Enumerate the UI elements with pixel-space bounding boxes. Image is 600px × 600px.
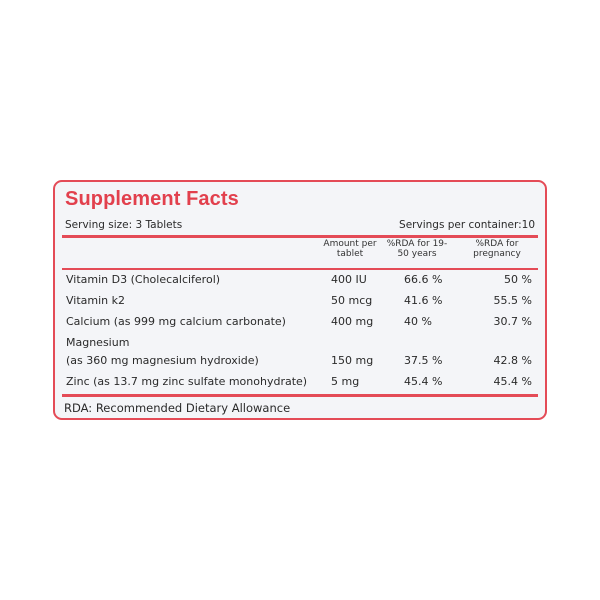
nutrient-amount: 400 mg — [331, 315, 374, 328]
column-header-rda-pregnancy: %RDA for pregnancy — [473, 239, 521, 259]
column-header-rda-adults: %RDA for 19-50 years — [386, 239, 448, 259]
nutrient-rda-adults: 40 % — [404, 315, 432, 328]
nutrient-amount: 50 mcg — [331, 294, 373, 307]
table-row — [55, 273, 545, 291]
nutrient-rda-adults: 37.5 % — [404, 354, 443, 367]
nutrient-rda-pregnancy: 55.5 % — [493, 294, 532, 307]
nutrient-name: Calcium (as 999 mg calcium carbonate) — [66, 315, 286, 328]
rda-footnote: RDA: Recommended Dietary Allowance — [64, 401, 291, 415]
label-title: Supplement Facts — [65, 188, 239, 210]
servings-per-container: Servings per container:10 — [399, 219, 535, 231]
nutrient-name: Magnesium — [66, 336, 130, 349]
nutrient-amount: 5 mg — [331, 375, 360, 388]
table-row — [55, 336, 545, 354]
table-row — [55, 354, 545, 372]
serving-info — [65, 219, 535, 233]
divider-bottom — [62, 394, 538, 397]
nutrient-rda-pregnancy: 42.8 % — [493, 354, 532, 367]
nutrient-rda-pregnancy: 45.4 % — [493, 375, 532, 388]
nutrient-name: Vitamin k2 — [66, 294, 126, 307]
column-header-amount: Amount per tablet — [323, 239, 377, 259]
nutrient-name: Vitamin D3 (Cholecalciferol) — [66, 273, 221, 286]
nutrient-name: (as 360 mg magnesium hydroxide) — [66, 354, 259, 367]
nutrient-rda-pregnancy: 30.7 % — [493, 315, 532, 328]
serving-size: Serving size: 3 Tablets — [65, 219, 183, 231]
table-row — [55, 375, 545, 393]
divider-header — [62, 268, 538, 270]
nutrient-name: Zinc (as 13.7 mg zinc sulfate monohydrate) — [66, 375, 308, 388]
nutrient-rda-adults: 66.6 % — [404, 273, 443, 286]
nutrient-amount: 150 mg — [331, 354, 374, 367]
nutrient-rda-adults: 45.4 % — [404, 375, 443, 388]
nutrient-amount: 400 IU — [331, 273, 367, 286]
divider-top — [62, 235, 538, 238]
nutrient-rda-pregnancy: 50 % — [504, 273, 532, 286]
supplement-facts-label — [53, 180, 547, 420]
table-row — [55, 294, 545, 312]
nutrient-rda-adults: 41.6 % — [404, 294, 443, 307]
table-row — [55, 315, 545, 333]
